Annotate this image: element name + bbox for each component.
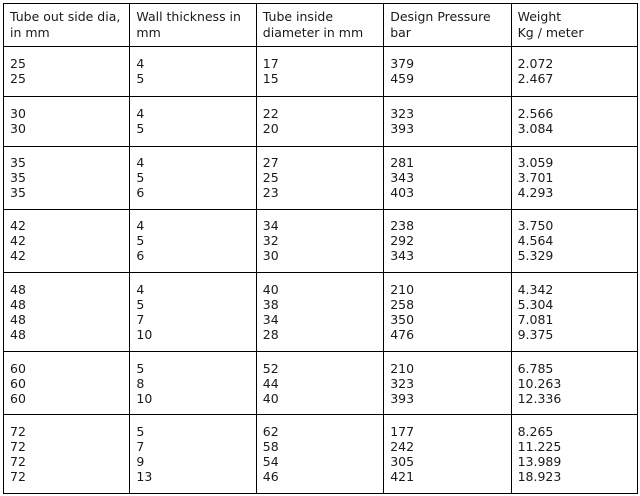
- design-pressure-cell: 238 292 343: [384, 209, 511, 272]
- wall-thickness-cell: 4 5 6: [130, 146, 256, 209]
- header-weight: Weight Kg / meter: [511, 4, 637, 47]
- inside-dia-cell: 34 32 30: [256, 209, 383, 272]
- weight-cell: 8.265 11.225 13.989 18.923: [511, 415, 637, 494]
- outside-dia-cell: 30 30: [4, 96, 130, 146]
- wall-thickness-cell: 4 5: [130, 47, 256, 97]
- inside-dia-cell: 52 44 40: [256, 351, 383, 414]
- table-row: [4, 146, 638, 209]
- table-row: [4, 273, 638, 352]
- design-pressure-cell: 210 323 393: [384, 351, 511, 414]
- header-row: [4, 4, 638, 47]
- tube-specification-table: [3, 3, 638, 494]
- wall-thickness-cell: 5 8 10: [130, 351, 256, 414]
- inside-dia-cell: 22 20: [256, 96, 383, 146]
- table-row: [4, 96, 638, 146]
- outside-dia-cell: 48 48 48 48: [4, 273, 130, 352]
- inside-dia-cell: 27 25 23: [256, 146, 383, 209]
- inside-dia-cell: 62 58 54 46: [256, 415, 383, 494]
- table-row: [4, 209, 638, 272]
- wall-thickness-cell: 4 5: [130, 96, 256, 146]
- header-outside-dia: Tube out side dia, in mm: [4, 4, 130, 47]
- table-row: [4, 415, 638, 494]
- header-inside-dia: Tube inside diameter in mm: [256, 4, 383, 47]
- outside-dia-cell: 25 25: [4, 47, 130, 97]
- weight-cell: 3.059 3.701 4.293: [511, 146, 637, 209]
- table-row: [4, 351, 638, 414]
- table-row: [4, 47, 638, 97]
- weight-cell: 2.072 2.467: [511, 47, 637, 97]
- design-pressure-cell: 379 459: [384, 47, 511, 97]
- wall-thickness-cell: 4 5 6: [130, 209, 256, 272]
- inside-dia-cell: 40 38 34 28: [256, 273, 383, 352]
- outside-dia-cell: 42 42 42: [4, 209, 130, 272]
- weight-cell: 4.342 5.304 7.081 9.375: [511, 273, 637, 352]
- design-pressure-cell: 210 258 350 476: [384, 273, 511, 352]
- outside-dia-cell: 60 60 60: [4, 351, 130, 414]
- header-design-pressure: Design Pressure bar: [384, 4, 511, 47]
- weight-cell: 6.785 10.263 12.336: [511, 351, 637, 414]
- outside-dia-cell: 35 35 35: [4, 146, 130, 209]
- outside-dia-cell: 72 72 72 72: [4, 415, 130, 494]
- design-pressure-cell: 323 393: [384, 96, 511, 146]
- weight-cell: 3.750 4.564 5.329: [511, 209, 637, 272]
- design-pressure-cell: 177 242 305 421: [384, 415, 511, 494]
- weight-cell: 2.566 3.084: [511, 96, 637, 146]
- design-pressure-cell: 281 343 403: [384, 146, 511, 209]
- header-wall-thickness: Wall thickness in mm: [130, 4, 256, 47]
- wall-thickness-cell: 4 5 7 10: [130, 273, 256, 352]
- inside-dia-cell: 17 15: [256, 47, 383, 97]
- wall-thickness-cell: 5 7 9 13: [130, 415, 256, 494]
